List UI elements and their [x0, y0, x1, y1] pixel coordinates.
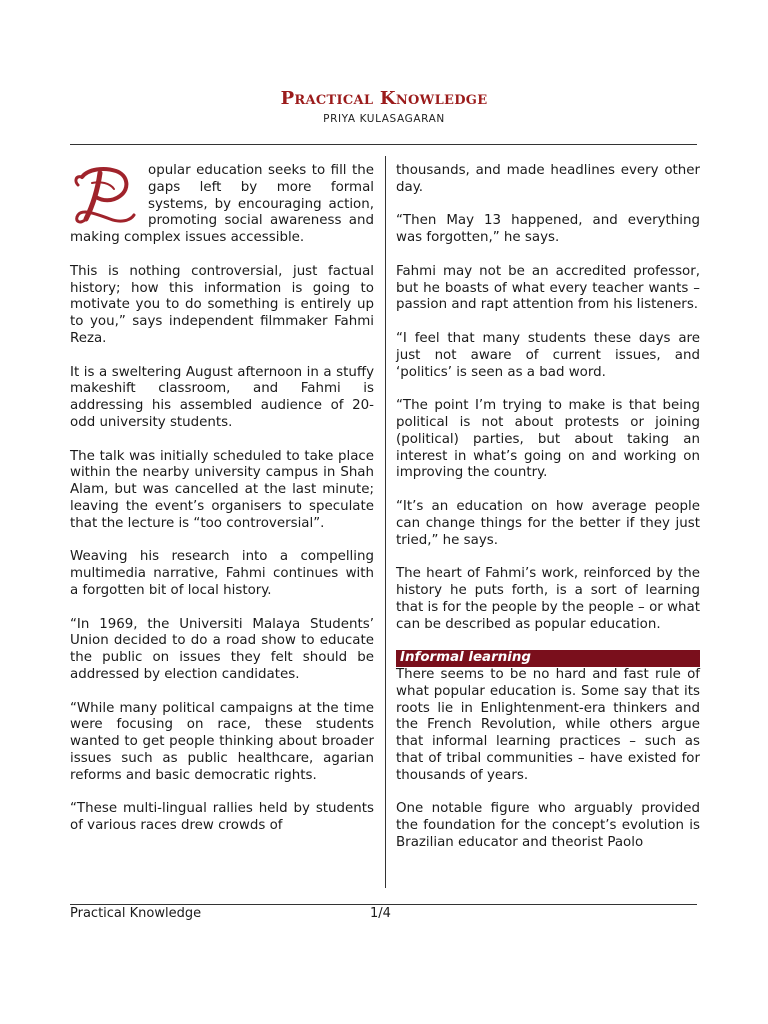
article-author: PRIYA KULASAGARAN	[323, 113, 445, 125]
paragraph: One notable figure who arguably provided the foundation for the concept’s evolution is Brazilian educator and theorist Paolo	[396, 801, 700, 850]
paragraph: Weaving his research into a compelling multimedia narrative, Fahmi continues with a forgotten bit of local history.	[70, 549, 374, 598]
footer-title: Practical Knowledge	[70, 906, 202, 921]
section-heading: Informal learning	[396, 650, 700, 667]
page-number: 1/4	[370, 906, 391, 921]
left-column	[70, 163, 374, 852]
dropcap-p-icon	[70, 163, 140, 227]
paragraph: The talk was initially scheduled to take place within the nearby university campus in Shah Alam, but was cancelled at the last minute; leaving the event’s organisers to speculate that the lecture is “too controversial”.	[70, 448, 374, 531]
paragraph: “These multi-lingual rallies held by students of various races drew crowds of	[70, 801, 374, 834]
paragraph: “Then May 13 happened, and everything was forgotten,” he says.	[396, 213, 700, 246]
first-paragraph-text: opular education seeks to fill the gaps left by more formal systems, by encouraging action, promoting social awareness and making complex issues accessible.	[70, 163, 374, 246]
paragraph: “The point I’m trying to make is that being political is not about protests or joining (political) parties, but about taking an interest in what’s going on and working on improving the country.	[396, 398, 700, 481]
footer-rule	[70, 904, 697, 905]
paragraph: “While many political campaigns at the time were focusing on race, these students wanted to get people thinking about broader issues such as public healthcare, agarian reforms and basic democratic rights.	[70, 700, 374, 783]
header-rule	[70, 144, 697, 145]
paragraph: “I feel that many students these days are just not aware of current issues, and ‘politics’ is seen as a bad word.	[396, 330, 700, 380]
paragraph: “It’s an education on how average people can change things for the better if they just tried,” he says.	[396, 498, 700, 548]
article-title: Practical Knowledge	[280, 88, 488, 109]
paragraph: The heart of Fahmi’s work, reinforced by the history he puts forth, is a sort of learning that is for the people by the people – or what can be described as popular education.	[396, 566, 700, 632]
column-divider	[385, 156, 386, 888]
paragraph: This is nothing controversial, just factual history; how this information is going to motivate you to do something is entirely up to you,” says independent filmmaker Fahmi Reza.	[70, 263, 374, 346]
paragraph: It is a sweltering August afternoon in a stuffy makeshift classroom, and Fahmi is addressing his assembled audience of 20-odd university students.	[70, 364, 374, 430]
right-column	[396, 163, 700, 868]
paragraph: thousands, and made headlines every other day.	[396, 163, 700, 195]
paragraph: There seems to be no hard and fast rule of what popular education is. Some say that its roots lie in Enlightenment-era thinkers and the French Revolution, while others argue that informal learning practices – such as that of tribal communities – have existed for thousands of years.	[396, 666, 700, 783]
first-paragraph	[70, 163, 374, 247]
paragraph: Fahmi may not be an accredited professor, but he boasts of what every teacher wants – passion and rapt attention from his listeners.	[396, 263, 700, 313]
paragraph: “In 1969, the Universiti Malaya Students’ Union decided to do a road show to educate the public on issues they felt should be addressed by election candidates.	[70, 616, 374, 682]
